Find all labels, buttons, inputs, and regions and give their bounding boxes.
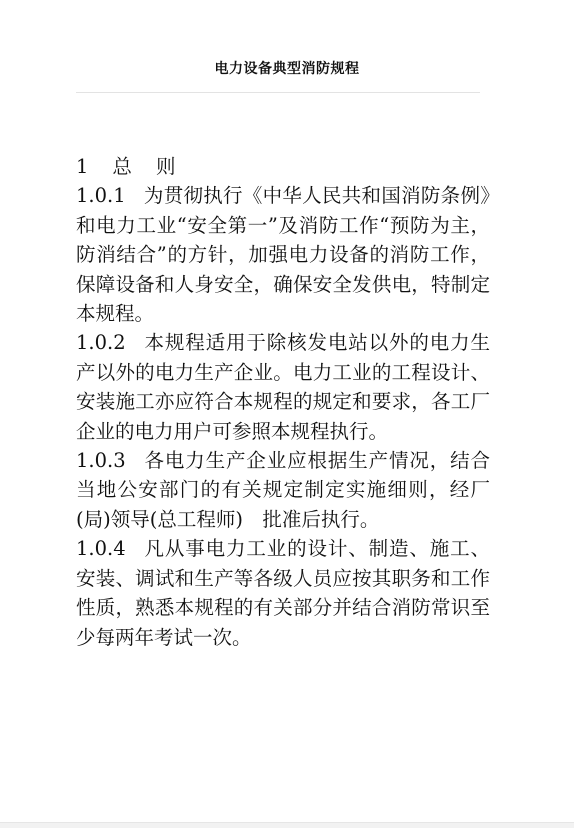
title-divider bbox=[76, 92, 480, 93]
clause-text: 凡从事电力工业的设计、制造、施工、安装、调试和生产等各级人员应按其职务和工作性质，熟悉本规程的有关部分并结合消防常识至少每两年考试一次。 bbox=[76, 537, 490, 649]
document-body bbox=[76, 152, 490, 652]
clause-1-0-2 bbox=[76, 328, 490, 446]
clause-1-0-4 bbox=[76, 534, 490, 652]
clause-number: 1.0.1 bbox=[76, 184, 126, 208]
clause-number: 1.0.4 bbox=[76, 537, 126, 561]
document-title: 电力设备典型消防规程 bbox=[214, 61, 360, 77]
clause-1-0-1 bbox=[76, 181, 490, 328]
section-heading bbox=[76, 152, 490, 181]
clause-text: 各电力生产企业应根据生产情况，结合当地公安部门的有关规定制定实施细则，经厂(局)领导(总工程师) 批准后执行。 bbox=[76, 449, 490, 531]
section-number: 1 bbox=[76, 155, 89, 178]
clause-number: 1.0.3 bbox=[76, 449, 126, 473]
clause-1-0-3 bbox=[76, 446, 490, 534]
clause-text: 为贯彻执行《中华人民共和国消防条例》和电力工业“安全第一”及消防工作“预防为主，防消结合”的方针，加强电力设备的消防工作，保障设备和人身安全，确保安全发供电，特制定本规程。 bbox=[76, 184, 490, 326]
clause-number: 1.0.2 bbox=[76, 331, 126, 355]
section-title-char-2: 则 bbox=[155, 155, 176, 178]
viewer-bottom-bar bbox=[0, 822, 574, 828]
clause-text: 本规程适用于除核发电站以外的电力生产以外的电力生产企业。电力工业的工程设计、安装施工亦应符合本规程的规定和要求，各工厂企业的电力用户可参照本规程执行。 bbox=[76, 331, 490, 443]
section-title-char-1: 总 bbox=[112, 155, 132, 178]
